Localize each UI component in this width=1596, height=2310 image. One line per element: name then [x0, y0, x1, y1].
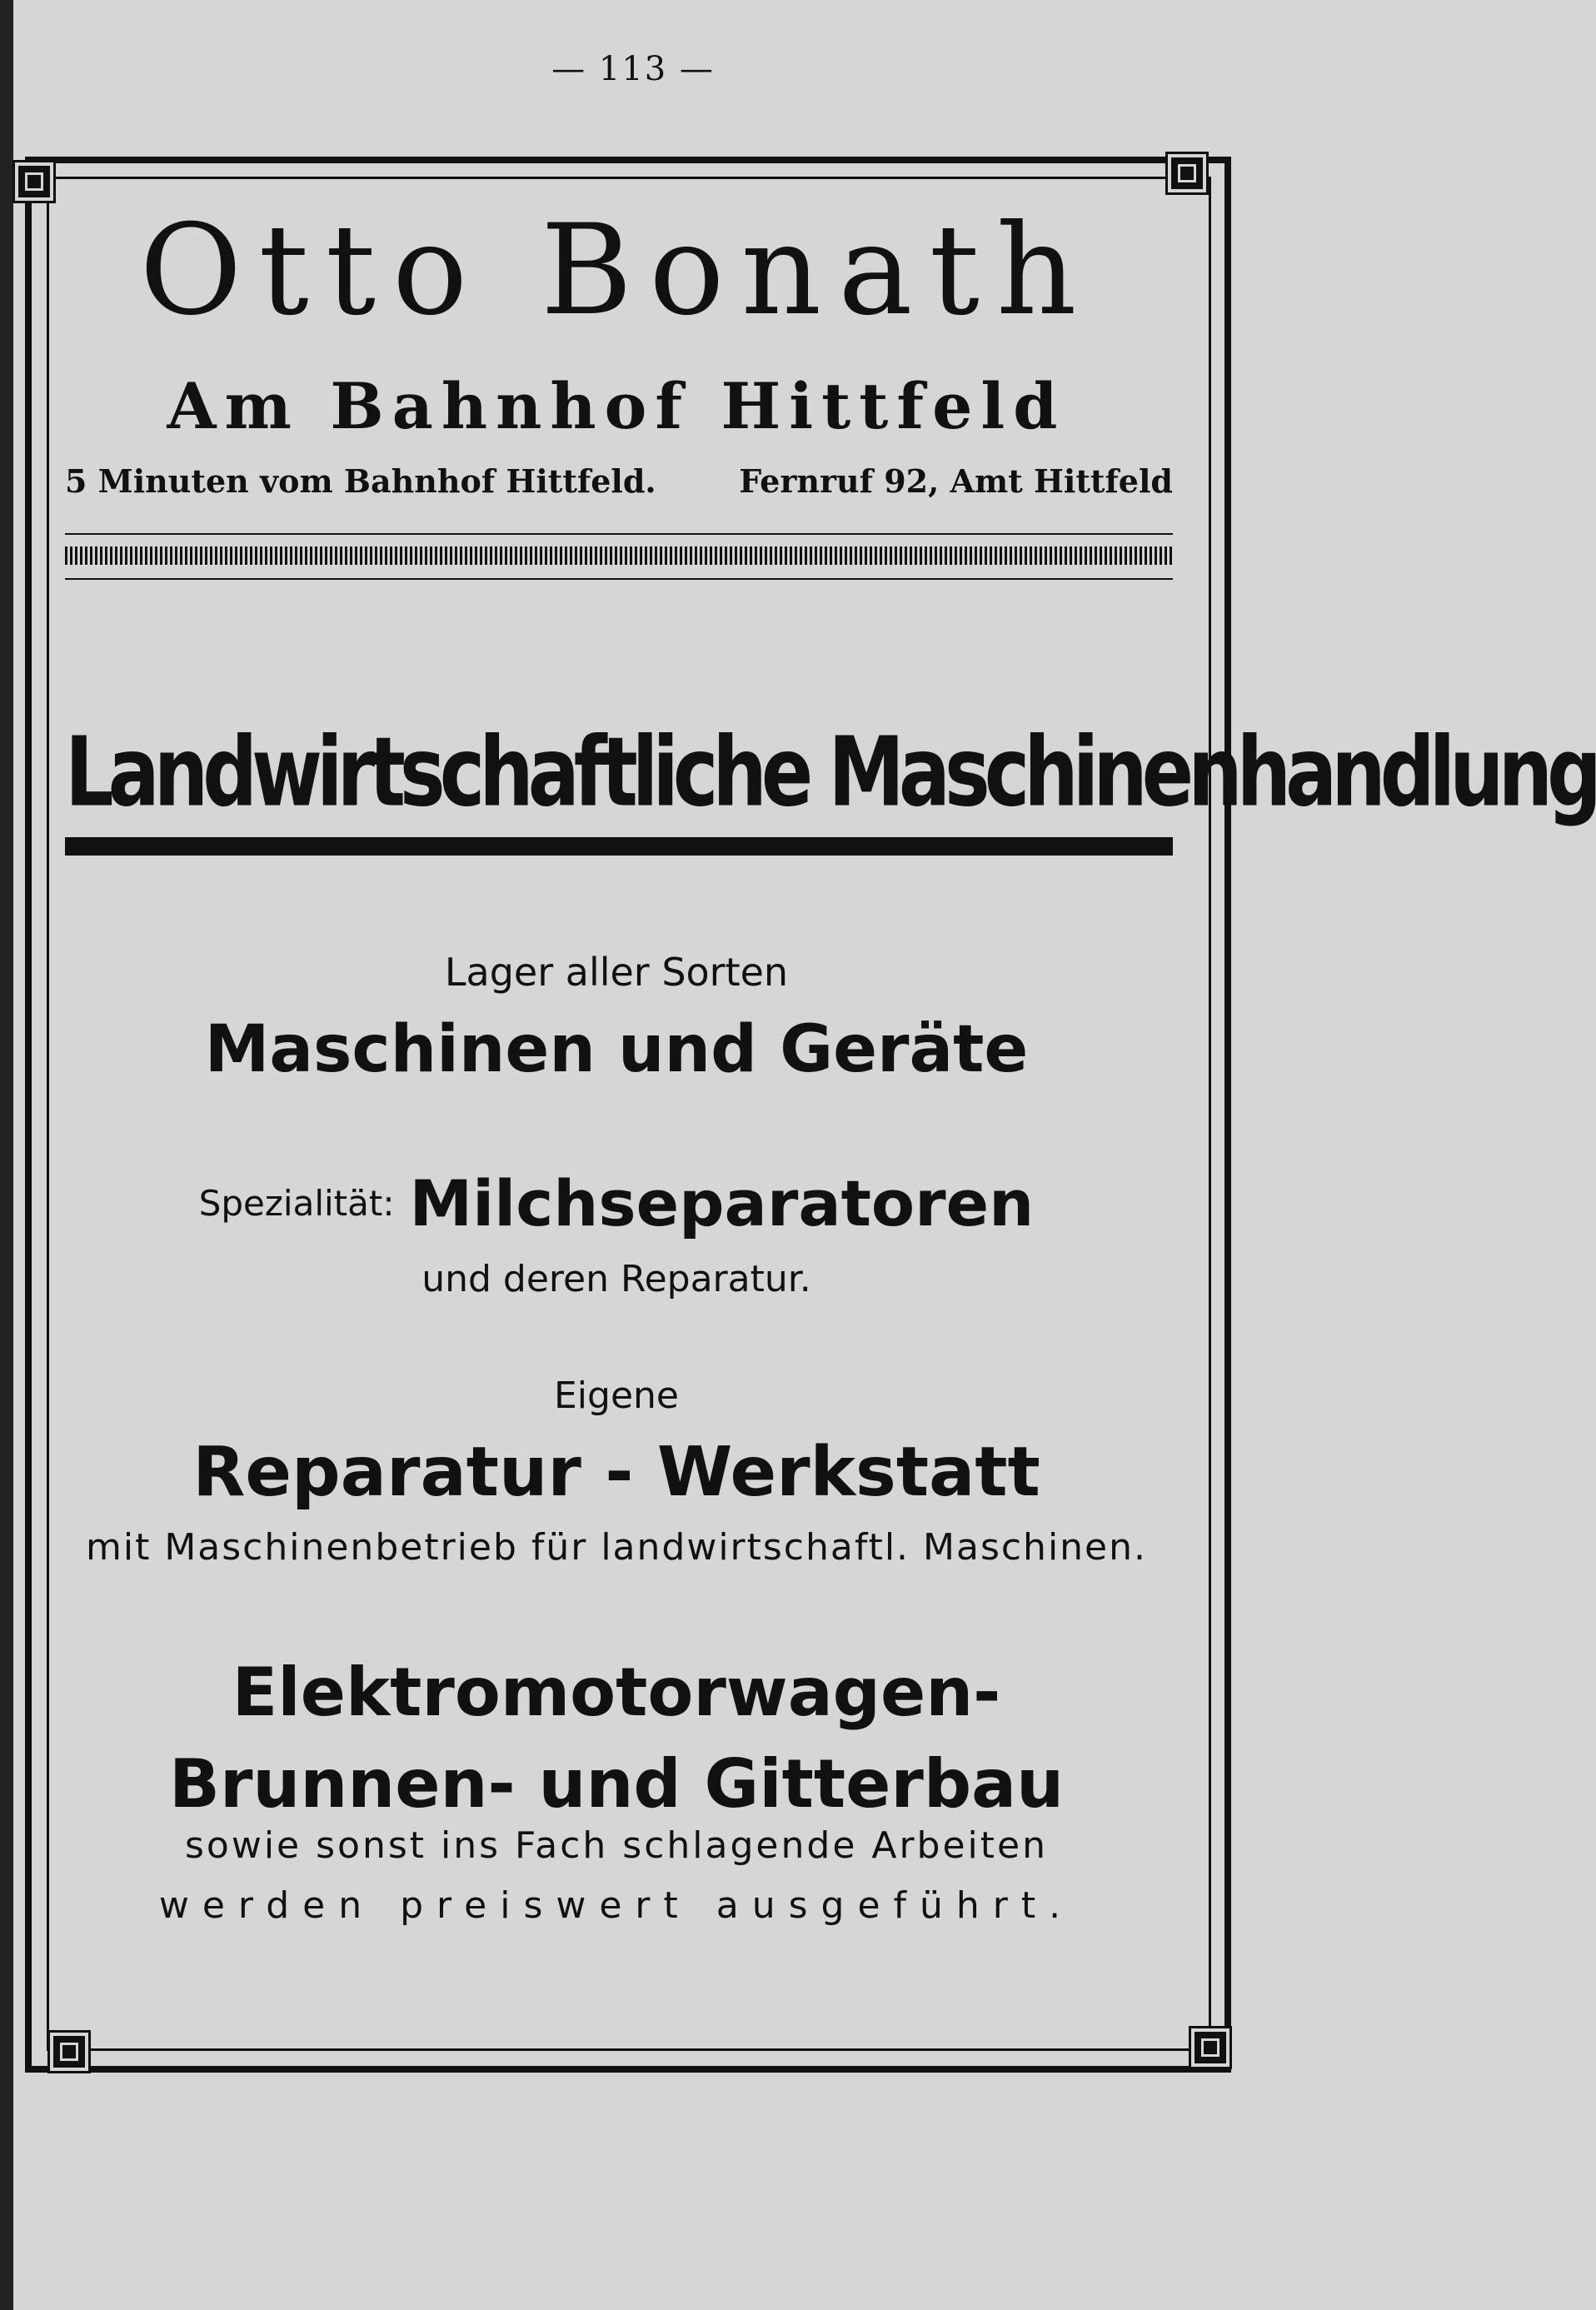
workshop-description: mit Maschinenbetrieb für landwirtschaftl. Maschinen.: [86, 1526, 1147, 1569]
corner-ornament-icon: [50, 2033, 88, 2071]
speciality-value: Milchseparatoren: [409, 1166, 1035, 1240]
corner-ornament-icon: [1191, 2028, 1229, 2067]
heading-underline-bar: [65, 837, 1173, 856]
page-binding-edge: [0, 0, 13, 2310]
page-number: — 113 —: [551, 50, 715, 88]
business-type-heading: Landwirtschaftliche Maschinenhandlung: [65, 716, 1596, 828]
electric-motor-headline: Elektromotorwagen-: [232, 1654, 1001, 1731]
other-work-line: sowie sonst ins Fach schlagende Arbeiten: [184, 1824, 1048, 1867]
divider-rule: [65, 533, 1173, 535]
firm-address: Am Bahnhof Hittfeld: [167, 369, 1066, 443]
firm-contact-line: [65, 462, 1173, 500]
speciality-line: [0, 1166, 1233, 1240]
distance-note: 5 Minuten vom Bahnhof Hittfeld.: [65, 462, 656, 500]
divider-rule: [65, 578, 1173, 580]
phone-number: Fernruf 92, Amt Hittfeld: [739, 462, 1173, 500]
pricing-line: werden preiswert ausgeführt.: [158, 1884, 1075, 1927]
corner-ornament-icon: [15, 162, 53, 201]
repair-note: und deren Reparatur.: [421, 1258, 811, 1300]
corner-ornament-icon: [1168, 154, 1206, 192]
well-and-fence-headline: Brunnen- und Gitterbau: [168, 1745, 1065, 1823]
speciality-label: Spezialität:: [198, 1183, 395, 1224]
stock-line: Lager aller Sorten: [444, 950, 789, 995]
firm-name: Otto Bonath: [139, 198, 1094, 343]
products-headline: Maschinen und Geräte: [204, 1012, 1029, 1087]
own-label: Eigene: [554, 1375, 679, 1417]
hatched-divider: [65, 546, 1173, 565]
workshop-headline: Reparatur - Werkstatt: [192, 1433, 1040, 1512]
